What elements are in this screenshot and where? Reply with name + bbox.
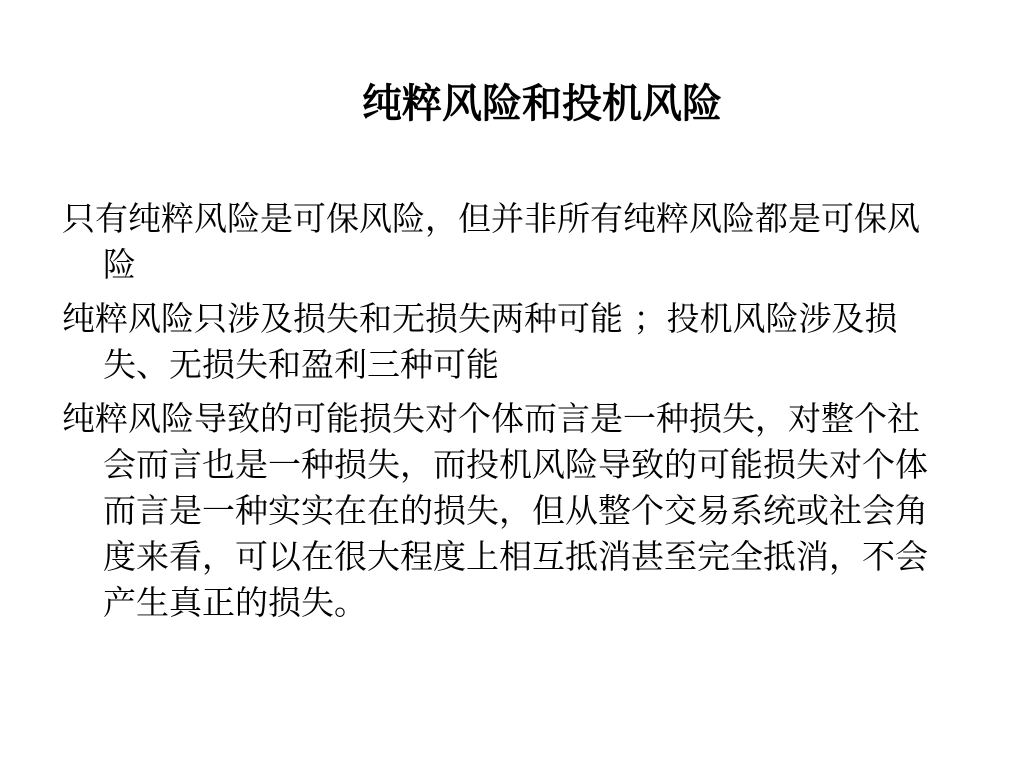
paragraph-insurable-risk: 只有纯粹风险是可保风险，但并非所有纯粹风险都是可保风险 bbox=[62, 199, 920, 284]
paragraph-loss-offset: 纯粹风险导致的可能损失对个体而言是一种损失，对整个社会而言也是一种损失，而投机风险导致的可能损失对个体而言是一种实实在在的损失，但从整个交易系统或社会角度来看，可以在很大程度上相互抵消甚至完全抵消，不会产生真正的损失。 bbox=[62, 399, 928, 622]
slide-title: 纯粹风险和投机风险 bbox=[362, 80, 722, 127]
slide-body bbox=[62, 196, 952, 634]
paragraph-possibilities: 纯粹风险只涉及损失和无损失两种可能 ；投机风险涉及损失、无损失和盈利三种可能 bbox=[62, 299, 898, 384]
